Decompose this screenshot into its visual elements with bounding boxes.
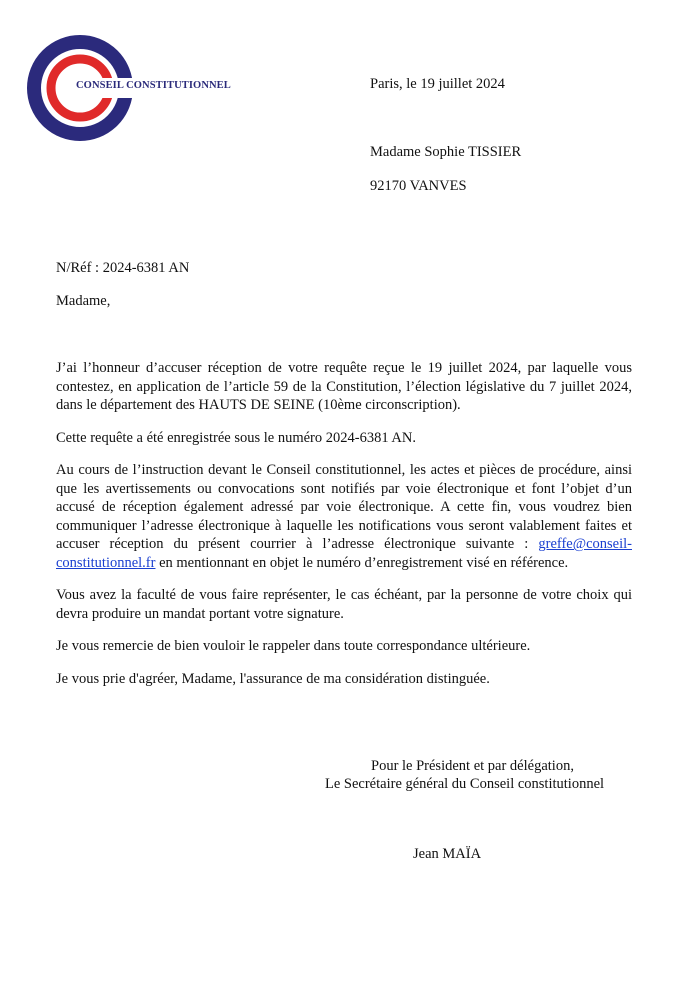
reference-number: N/Réf : 2024-6381 AN xyxy=(56,260,190,276)
date-line: Paris, le 19 juillet 2024 xyxy=(370,76,505,92)
recipient-name: Madame Sophie TISSIER xyxy=(370,144,522,160)
letter-body xyxy=(56,359,632,702)
signatory-name: Jean MAÏA xyxy=(413,846,482,862)
recipient-city: 92170 VANVES xyxy=(370,178,467,194)
paragraph-instruction-text-end: en mentionnant en objet le numéro d’enregistrement visé en référence. xyxy=(155,554,569,571)
paragraph-instruction xyxy=(56,461,632,572)
signature-delegation: Pour le Président et par délégation, xyxy=(371,758,574,774)
signature-title: Le Secrétaire général du Conseil constitutionnel xyxy=(325,776,605,792)
logo-text: CONSEIL CONSTITUTIONNEL xyxy=(76,80,231,91)
paragraph-instruction-text: Au cours de l’instruction devant le Conseil constitutionnel, les actes et pièces de procédure, ainsi que les avertissements ou convocations sont notifiés par voie électronique et font l’objet d’un accusé de réception également adressé par voie électronique. A cette fin, vous voudrez bien communiquer l’adresse électronique à laquelle les notifications vous seront valablement faites et accuser réception du présent courrier à l’adresse électronique suivante : xyxy=(56,462,632,552)
paragraph-representation: Vous avez la faculté de vous faire représenter, le cas échéant, par la personne de votre choix qui devra produire un mandat portant votre signature. xyxy=(56,587,632,622)
paragraph-closing: Je vous prie d'agréer, Madame, l'assurance de ma considération distinguée. xyxy=(56,670,490,687)
salutation: Madame, xyxy=(56,293,111,309)
paragraph-acknowledgement: J’ai l’honneur d’accuser réception de votre requête reçue le 19 juillet 2024, par laquelle vous contestez, en application de l’article 59 de la Constitution, l’élection législative du 7 juillet 2024, dans le département des HAUTS DE SEINE (10ème circonscription). xyxy=(56,360,632,413)
paragraph-reminder: Je vous remercie de bien vouloir le rappeler dans toute correspondance ultérieure. xyxy=(56,638,531,654)
greffe-email-link[interactable]: greffe@conseil-constitutionnel.fr xyxy=(56,536,632,571)
paragraph-registration: Cette requête a été enregistrée sous le numéro 2024-6381 AN. xyxy=(56,429,416,446)
